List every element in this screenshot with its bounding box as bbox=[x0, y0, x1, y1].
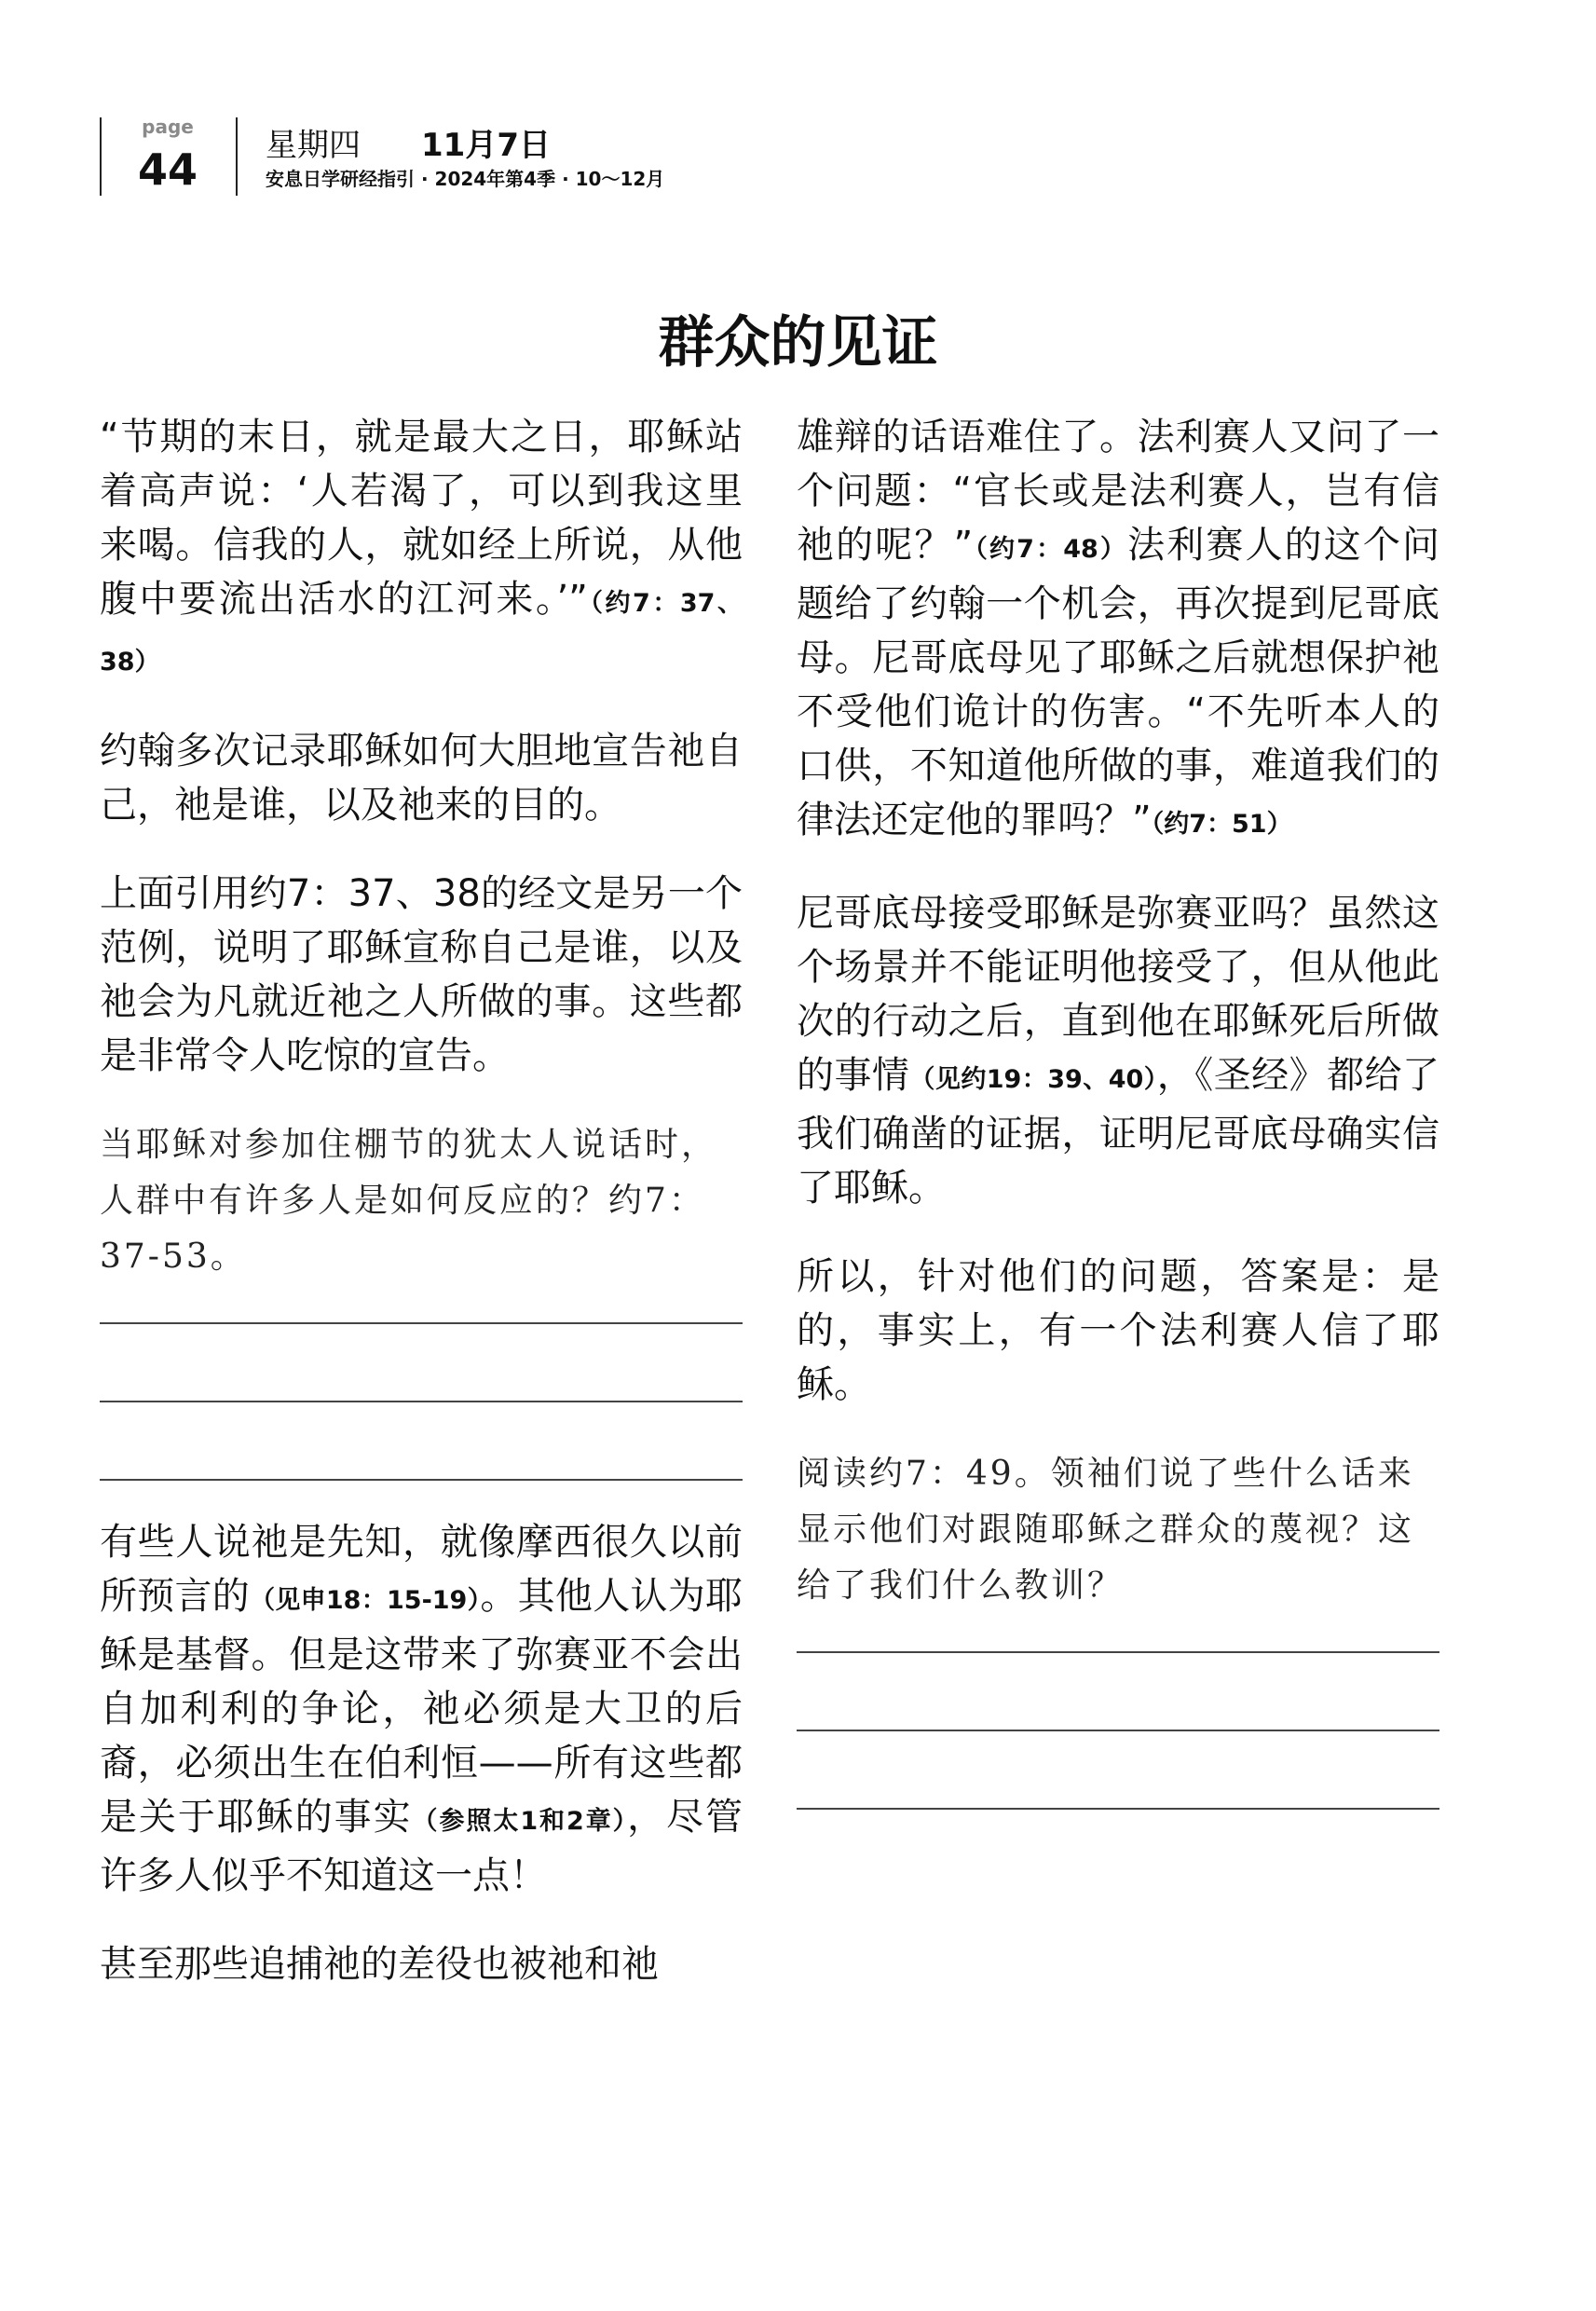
paragraph-text: 甚至那些追捕祂的差役也被祂和祂 bbox=[100, 1943, 659, 1986]
body-paragraph bbox=[100, 724, 743, 832]
answer-lines bbox=[100, 1322, 743, 1481]
paragraph-text: 雄辩的话语难住了。法利赛人又问了一个问题：“官长或是法利赛人，岂有信祂的呢？” bbox=[797, 416, 1439, 567]
answer-line[interactable] bbox=[797, 1730, 1439, 1731]
body-paragraph bbox=[100, 867, 743, 1083]
body-paragraph bbox=[797, 1250, 1439, 1412]
page-label: page bbox=[142, 116, 194, 138]
lesson-title: 群众的见证 bbox=[658, 310, 938, 376]
answer-lines bbox=[797, 1651, 1439, 1810]
body-paragraph bbox=[797, 886, 1439, 1215]
header-divider-right bbox=[236, 117, 238, 196]
scripture-reference: （参照太1和2章） bbox=[412, 1807, 628, 1836]
paragraph-text: 约翰多次记录耶稣如何大胆地宣告祂自己，祂是谁，以及祂来的目的。 bbox=[100, 730, 743, 827]
scripture-reference: （约7：51） bbox=[1151, 810, 1292, 839]
scripture-reference: （见申18：15-19） bbox=[250, 1586, 481, 1615]
body-paragraph bbox=[100, 1515, 743, 1903]
paragraph-text: 有些人说祂是先知，就像摩西很久以前所预言的 bbox=[100, 1521, 743, 1618]
answer-line[interactable] bbox=[797, 1808, 1439, 1810]
paragraph-text: ，尽管许多人似乎不知道这一点！ bbox=[100, 1796, 743, 1897]
study-question: 当耶稣对参加住棚节的犹太人说话时，人群中有许多人是如何反应的？约7：37-53。 bbox=[100, 1126, 718, 1276]
left-column bbox=[100, 410, 743, 2026]
weekday: 星期四 bbox=[266, 127, 361, 164]
answer-line[interactable] bbox=[100, 1401, 743, 1402]
paragraph-text: 所以，针对他们的问题，答案是：是的，事实上，有一个法利赛人信了耶稣。 bbox=[797, 1255, 1439, 1406]
answer-line[interactable] bbox=[797, 1651, 1439, 1653]
body-paragraph bbox=[797, 410, 1439, 852]
publication-subtitle: 安息日学研经指引 · 2024年第4季 · 10～12月 bbox=[266, 168, 665, 190]
scripture-reference: （约7：37、38） bbox=[100, 589, 743, 677]
body-paragraph bbox=[100, 1937, 743, 1991]
right-column bbox=[797, 410, 1439, 1844]
paragraph-text: 尼哥底母接受耶稣是弥赛亚吗？虽然这个场景并不能证明他接受了，但从他此次的行动之后，直到他在耶稣死后所做的事情 bbox=[797, 892, 1439, 1097]
paragraph-text: 。其他人认为耶稣是基督。但是这带来了弥赛亚不会出自加利利的争论，祂必须是大卫的后裔，必须出生在伯利恒——所有这些都是关于耶稣的事实 bbox=[100, 1575, 743, 1839]
answer-line[interactable] bbox=[100, 1322, 743, 1324]
study-question: 阅读约7：49。领袖们说了些什么话来显示他们对跟随耶稣之群众的蔑视？这给了我们什么教训？ bbox=[797, 1455, 1415, 1605]
paragraph-text: ，《圣经》都给了我们确凿的证据，证明尼哥底母确实信了耶稣。 bbox=[797, 1054, 1439, 1210]
scripture-reference: （见约19：39、40） bbox=[909, 1065, 1157, 1094]
page-number: 44 bbox=[137, 144, 198, 195]
scripture-reference: （约7：48） bbox=[973, 535, 1128, 564]
scripture-quote-paragraph bbox=[100, 410, 743, 690]
date: 11月7日 bbox=[421, 127, 551, 164]
paragraph-text: “节期的末日，就是最大之日，耶稣站着高声说：‘人若渴了，可以到我这里来喝。信我的人，就如经上所说，从他腹中要流出活水的江河来。’” bbox=[100, 416, 743, 621]
paragraph-text: 上面引用约7：37、38的经文是另一个范例，说明了耶稣宣称自己是谁，以及祂会为凡就近祂之人所做的事。这些都是非常令人吃惊的宣告。 bbox=[100, 872, 743, 1077]
header-divider-left bbox=[100, 117, 102, 196]
paragraph-text: 法利赛人的这个问题给了约翰一个机会，再次提到尼哥底母。尼哥底母见了耶稣之后就想保护祂不受他们诡计的伤害。“不先听本人的口供，不知道他所做的事，难道我们的律法还定他的罪吗？” bbox=[797, 524, 1439, 841]
answer-line[interactable] bbox=[100, 1479, 743, 1481]
